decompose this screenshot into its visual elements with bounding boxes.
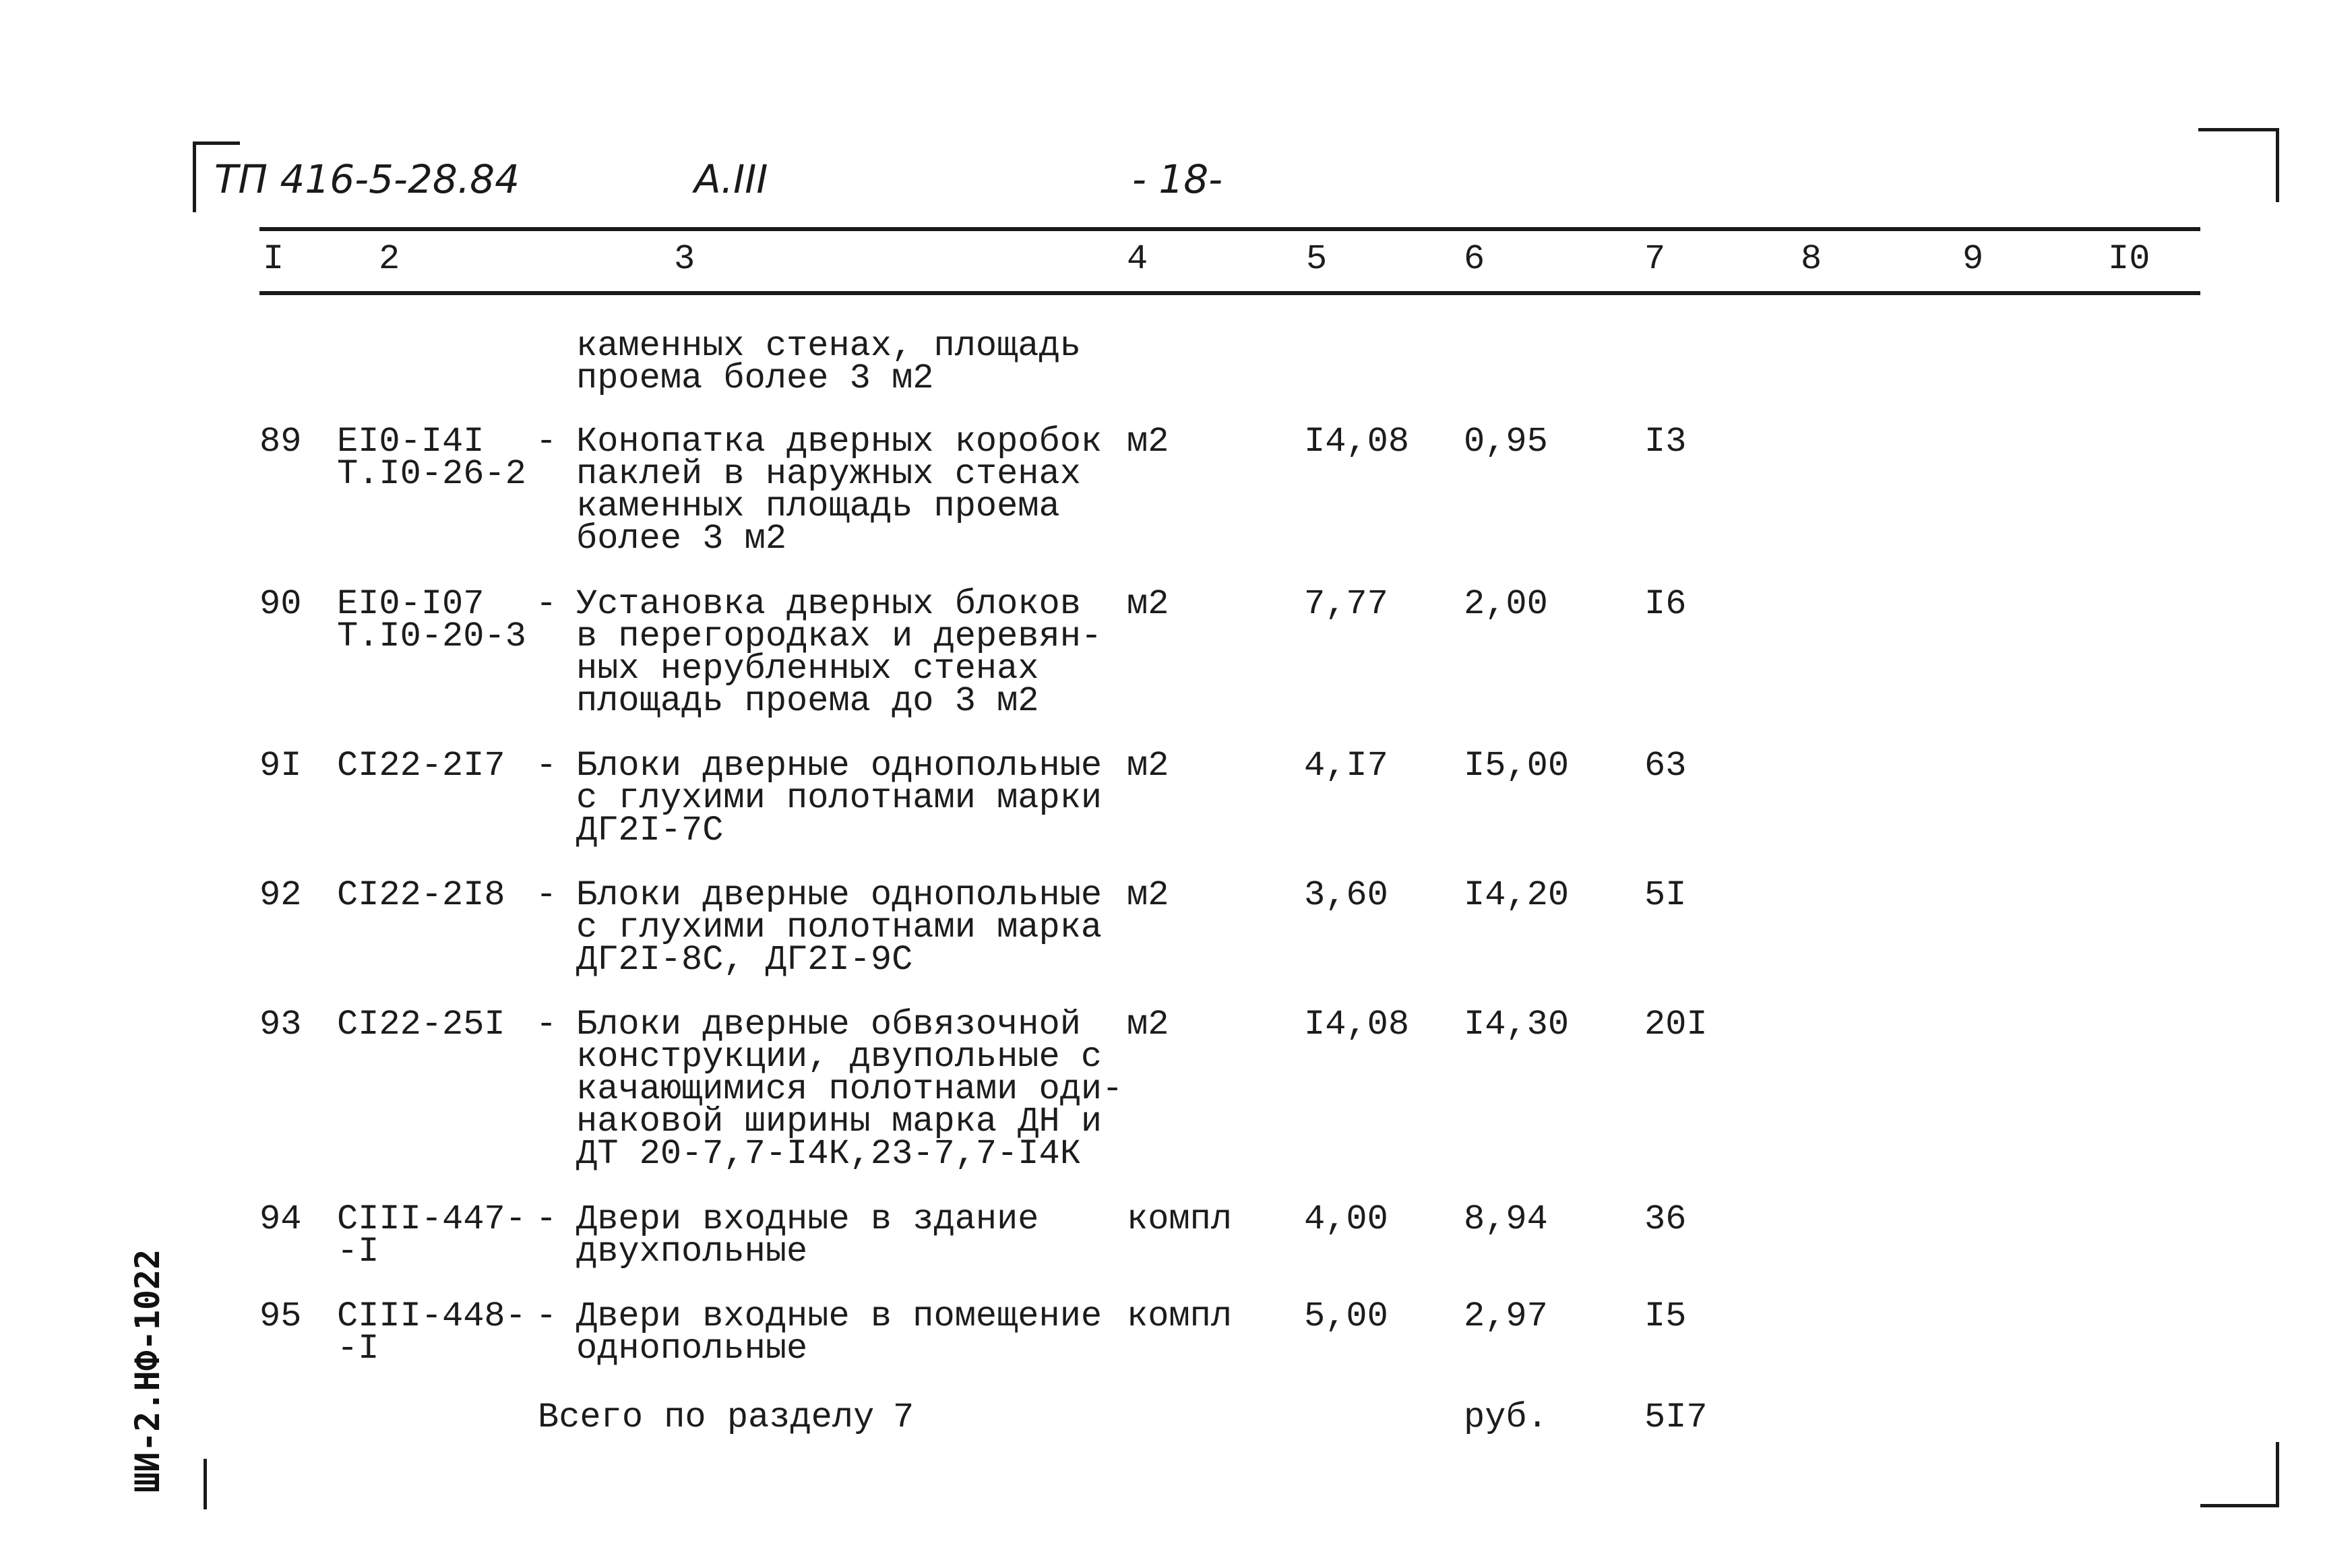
row-description — [576, 584, 1103, 721]
row-total: 63 — [1644, 746, 1687, 786]
col-header-3: 3 — [674, 239, 695, 279]
row-unit-price: I4,30 — [1464, 1005, 1570, 1044]
frame-corner-bottom-left-vertical — [204, 1459, 207, 1509]
col-header-2: 2 — [379, 239, 400, 279]
row-description-line: Двери входные в помещение — [576, 1296, 1103, 1336]
continuation-line: проема более 3 м2 — [576, 358, 934, 398]
row-description-line: каменных площадь проема — [576, 487, 1060, 526]
row-code-line: -I — [337, 1232, 379, 1272]
row-dash: - — [536, 746, 557, 786]
row-unit: м2 — [1127, 875, 1169, 915]
row-quantity: 5,00 — [1304, 1296, 1388, 1336]
row-unit: м2 — [1127, 746, 1169, 786]
row-dash: - — [536, 875, 557, 915]
row-code-line: CI22-2I7 — [337, 746, 505, 786]
row-unit: м2 — [1127, 422, 1169, 462]
col-header-4: 4 — [1127, 239, 1148, 279]
total-currency: руб. — [1464, 1398, 1548, 1437]
row-code — [337, 1199, 526, 1272]
row-dash: - — [536, 584, 557, 624]
row-number: 89 — [259, 422, 302, 462]
total-section-number: 7 — [893, 1398, 914, 1437]
row-total: 36 — [1644, 1199, 1687, 1239]
table-header-top-rule — [259, 227, 2200, 231]
row-description-line: Блоки дверные обвязочной — [576, 1005, 1081, 1044]
row-description-line: качающимися полотнами оди- — [576, 1069, 1123, 1109]
row-unit: м2 — [1127, 584, 1169, 624]
row-description-line: наковой ширины марка ДН и — [576, 1102, 1103, 1141]
row-description-line: двухпольные — [576, 1232, 808, 1272]
frame-corner-bottom-right-horizontal — [2200, 1504, 2279, 1507]
row-description — [576, 1199, 1039, 1272]
row-code — [337, 1005, 505, 1044]
row-number: 95 — [259, 1296, 302, 1336]
row-dash: - — [536, 1199, 557, 1239]
row-code — [337, 1296, 526, 1369]
row-quantity: I4,08 — [1304, 422, 1410, 462]
col-header-7: 7 — [1644, 239, 1666, 279]
row-code-line: EI0-I4I — [337, 422, 485, 462]
row-number: 93 — [259, 1005, 302, 1044]
row-description-line: Блоки дверные однопольные — [576, 875, 1103, 915]
row-description-line: Установка дверных блоков — [576, 584, 1081, 624]
row-total: I5 — [1644, 1296, 1687, 1336]
frame-corner-top-left-horizontal — [193, 142, 240, 145]
row-description — [576, 1005, 1123, 1174]
row-unit-price: I5,00 — [1464, 746, 1570, 786]
row-quantity: 7,77 — [1304, 584, 1388, 624]
row-unit: компл — [1127, 1199, 1233, 1239]
frame-corner-top-left-vertical — [193, 142, 196, 212]
row-unit-price: 2,97 — [1464, 1296, 1548, 1336]
row-unit: компл — [1127, 1296, 1233, 1336]
row-description-line: ДТ 20-7,7-I4К,23-7,7-I4К — [576, 1134, 1081, 1174]
row-quantity: I4,08 — [1304, 1005, 1410, 1044]
row-description-line: с глухими полотнами марки — [576, 778, 1103, 818]
row-description-line: паклей в наружных стенах — [576, 454, 1081, 494]
col-header-9: 9 — [1962, 239, 1984, 279]
col-header-5: 5 — [1306, 239, 1328, 279]
row-description — [576, 875, 1103, 980]
row-description-line: более 3 м2 — [576, 519, 787, 559]
row-description-line: с глухими полотнами марка — [576, 908, 1103, 947]
row-total: 20I — [1644, 1005, 1708, 1044]
row-quantity: 4,00 — [1304, 1199, 1388, 1239]
total-label: Всего по разделу — [538, 1398, 875, 1437]
row-description — [576, 746, 1103, 850]
row-number: 9I — [259, 746, 302, 786]
row-description-line: ДГ2I-8С, ДГ2I-9С — [576, 940, 913, 980]
row-code — [337, 746, 505, 786]
row-unit-price: 8,94 — [1464, 1199, 1548, 1239]
row-code — [337, 422, 526, 494]
row-number: 94 — [259, 1199, 302, 1239]
row-dash: - — [536, 1005, 557, 1044]
row-description-line: Блоки дверные однопольные — [576, 746, 1103, 786]
row-unit: м2 — [1127, 1005, 1169, 1044]
row-code-line: Т.I0-20-3 — [337, 617, 526, 656]
doc-code: ТП 416-5-28.84 — [214, 156, 520, 202]
row-code-line: CIII-447- — [337, 1199, 526, 1239]
page-number: - 18- — [1132, 156, 1223, 202]
row-description-line: Конопатка дверных коробок — [576, 422, 1103, 462]
side-stamp: ШИ-2.НФ-1022 — [128, 1249, 167, 1493]
frame-corner-top-right-horizontal — [2198, 128, 2279, 131]
col-header-10: I0 — [2108, 239, 2150, 279]
total-amount: 5I7 — [1644, 1398, 1708, 1437]
row-code-line: CI22-25I — [337, 1005, 505, 1044]
row-code-line: Т.I0-26-2 — [337, 454, 526, 494]
row-description-line: ных нерубленных стенах — [576, 649, 1039, 689]
frame-corner-bottom-right-vertical — [2276, 1442, 2279, 1506]
row-description — [576, 1296, 1103, 1369]
row-total: I3 — [1644, 422, 1687, 462]
row-description-line: в перегородках и деревян- — [576, 617, 1103, 656]
row-description-line: площадь проема до 3 м2 — [576, 681, 1039, 721]
row-dash: - — [536, 422, 557, 462]
row-number: 90 — [259, 584, 302, 624]
row-quantity: 4,I7 — [1304, 746, 1388, 786]
row-total: 5I — [1644, 875, 1687, 915]
frame-corner-top-right-vertical — [2276, 128, 2279, 202]
row-code-line: -I — [337, 1329, 379, 1369]
row-description-line: однопольные — [576, 1329, 808, 1369]
row-description-line: ДГ2I-7С — [576, 811, 724, 850]
row-unit-price: 2,00 — [1464, 584, 1548, 624]
row-unit-price: I4,20 — [1464, 875, 1570, 915]
row-description — [576, 422, 1103, 559]
row-code — [337, 875, 505, 915]
col-header-8: 8 — [1801, 239, 1822, 279]
row-code-line: CI22-2I8 — [337, 875, 505, 915]
row-dash: - — [536, 1296, 557, 1336]
row-description-line: конструкции, двупольные с — [576, 1037, 1103, 1077]
row-description-line: Двери входные в здание — [576, 1199, 1039, 1239]
continuation-text — [576, 326, 1081, 398]
row-code-line: CIII-448- — [337, 1296, 526, 1336]
row-quantity: 3,60 — [1304, 875, 1388, 915]
continuation-line: каменных стенах, площадь — [576, 326, 1081, 366]
row-unit-price: 0,95 — [1464, 422, 1548, 462]
row-number: 92 — [259, 875, 302, 915]
table-header-bottom-rule — [259, 291, 2200, 295]
row-code-line: EI0-I07 — [337, 584, 485, 624]
col-header-6: 6 — [1464, 239, 1485, 279]
album-number: А.III — [694, 156, 768, 202]
col-header-1: I — [263, 239, 284, 279]
row-total: I6 — [1644, 584, 1687, 624]
row-code — [337, 584, 526, 656]
